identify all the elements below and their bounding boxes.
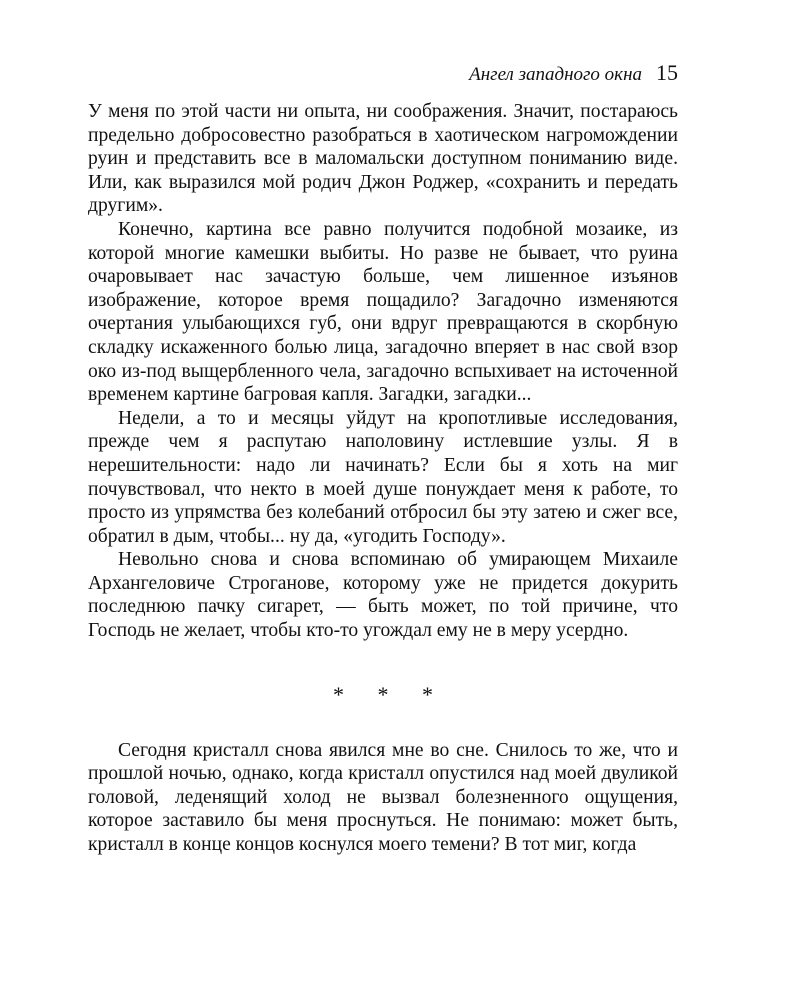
paragraph: Недели, а то и месяцы уйдут на кропотливые исследования, прежде чем я распутаю наполовину истлевшие узлы. Я в нерешительности: надо ли начинать? Если бы я хоть на миг почувствовал, что некто в моей душе понуждает меня к работе, то просто из упрямства без колебаний отбросил бы эту затею и сжег все, обратил в дым, чтобы... ну да, «угодить Господу». [88, 407, 678, 547]
paragraph: У меня по этой части ни опыта, ни соображения. Значит, постараюсь предельно добросовестно разобраться в хаотическом нагромождении руин и представить все в маломальски доступном пониманию виде. Или, как выразился мой родич Джон Роджер, «сохранить и передать другим». [88, 101, 678, 217]
section-separator: * * * [333, 681, 447, 707]
paragraph: Конечно, картина все равно получится подобной мозаике, из которой многие камешки выбиты. Но разве не бывает, что руина очаровывает нас зачастую больше, чем лишенное изъянов изображение, которое время пощадило? Загадочно изменяются очертания улыбающихся губ, они вдруг превращаются в скорбную складку искаженного болью лица, загадочно вперяет в нас свой взор око из-под выщербленного чела, загадочно вспыхивает на источенной временем картине багровая капля. Загадки, загадки... [88, 218, 678, 406]
paragraph: Сегодня кристалл снова явился мне во сне. Снилось то же, что и прошлой ночью, однако, когда кристалл опустился над моей двуликой головой, леденящий холод не вызвал болезненного ощущения, которое заставило бы меня проснуться. Не понимаю: может быть, кристалл в конце концов коснулся моего темени? В тот миг, когда [88, 739, 678, 856]
body-text [88, 100, 678, 857]
paragraph: Невольно снова и снова вспоминаю об умирающем Михаиле Архангеловиче Строганове, которому уже не придется докурить последнюю пачку сигарет, — быть может, по той причине, что Господь не желает, чтобы кто-то угождал ему не в меру усердно. [88, 549, 678, 642]
running-header [88, 60, 678, 92]
book-page [88, 60, 678, 857]
page-number: 15 [656, 60, 678, 85]
running-title: Ангел западного окна [469, 64, 642, 85]
